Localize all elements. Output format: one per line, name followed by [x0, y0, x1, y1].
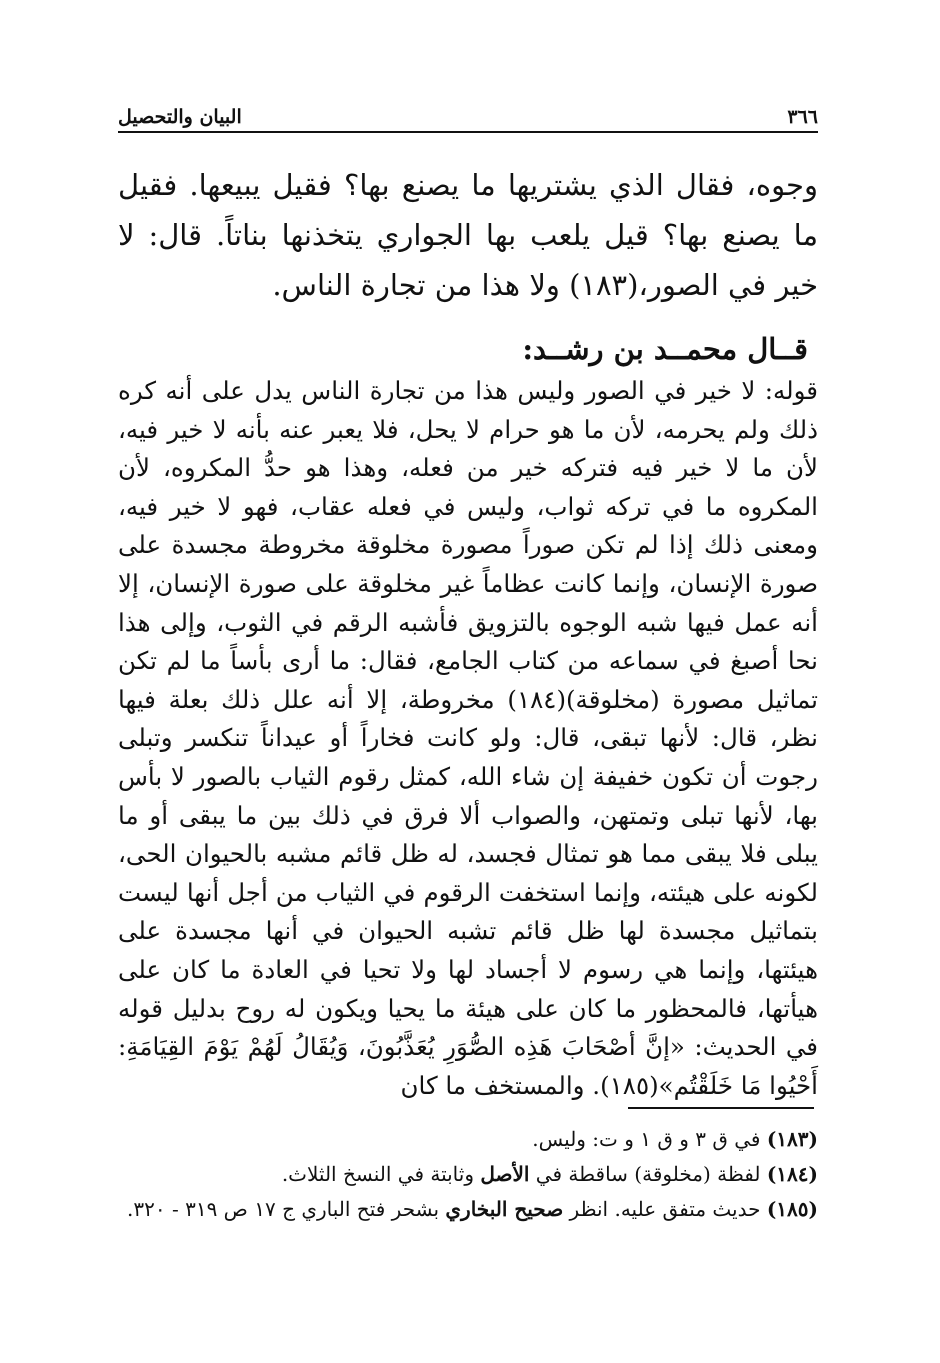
main-text-paragraph: وجوه، فقال الذي يشتريها ما يصنع بها؟ فقيل يبيعها. فقيل ما يصنع بها؟ قيل يلعب بها الجواري يتخذنها بناتاً. قال: لا خير في الصور،(١٨٣) ولا هذا من تجارة الناس. — [118, 168, 818, 302]
footnote-bold-text: الأصل — [480, 1162, 530, 1186]
footnote-text: حديث متفق عليه. انظر — [563, 1197, 761, 1221]
book-title: البيان والتحصيل — [118, 106, 242, 128]
footnote-number: (١٨٥) — [766, 1197, 818, 1221]
footnote-text: بشحر فتح الباري ج ١٧ ص ٣١٩ - ٣٢٠. — [127, 1197, 446, 1221]
footnote-183 — [118, 1122, 818, 1157]
footnote-text: في ق ٣ و ق ١ و ت: وليس. — [532, 1127, 761, 1151]
commentary-paragraph: قوله: لا خير في الصور وليس هذا من تجارة الناس يدل على أنه كره ذلك ولم يحرمه، لأن ما هو حرام لا يحل، فلا يعبر عنه بأنه لا خير فيه، لأن ما لا خير فيه فتركه خير من فعله، وهذا هو حدُّ المكروه، لأن المكروه ما في تركه ثواب، وليس في فعله عقاب، فهو لا خير فيه، ومعنى ذلك إذا لم تكن صوراً مصورة مخلوقة مخروطة مجسدة على صورة الإنسان، وإنما كانت عظاماً غير مخلوقة على صورة الإنسان، إلا أنه عمل فيها شبه الوجوه بالتزويق فأشبه الرقم في الثوب، وإلى هذا نحا أصبغ في سماعه من كتاب الجامع، فقال: ما أرى بأساً ما لم تكن تماثيل مصورة (مخلوقة)(١٨٤) مخروطة، إلا أنه علل ذلك بعلة فيها نظر، قال: لأنها تبقى، قال: ولو كانت فخاراً أو عيداناً تنكسر وتبلى رجوت أن تكون خفيفة إن شاء الله، كمثل رقوم الثياب بالصور لا بأس بها، لأنها تبلى وتمتهن، والصواب ألا فرق في ذلك بين ما يبقى أو ما يبلى فلا يبقى مما هو تمثال فجسد، له ظل قائم مشبه بالحيوان الحى، لكونه على هيئته، وإنما استخفت الرقوم في الثياب من أجل أنها ليست بتماثيل مجسدة لها ظل قائم تشبه الحيوان في أنها مجسدة على هيئتها، وإنما هي رسوم لا أجساد لها ولا تحيا في العادة ما كان على هيأتها، فالمحظور ما كان على هيئة ما يحيا ويكون له روح بدليل قوله في الحديث: «إنَّ أصْحَابَ هَذِه الصُّوَرِ يُعَذَّبُونَ، وَيُقَالُ لَهُمْ يَوْمَ القِيَامَةِ: أَحْيُوا مَا خَلَقْتُم»(١٨٥). والمستخف ما كان — [118, 376, 818, 1100]
section-heading: قــال محمــد بن رشــد: — [522, 332, 808, 366]
footnote-bold-text: صحيح البخاري — [445, 1197, 564, 1221]
footnote-185 — [118, 1192, 818, 1227]
header-rule — [118, 131, 818, 133]
footnote-number: (١٨٤) — [766, 1162, 818, 1186]
footnote-text: لفظة (مخلوقة) ساقطة في — [529, 1162, 761, 1186]
footnotes — [118, 1122, 818, 1227]
footnote-text: وثابتة في النسخ الثلاث. — [281, 1162, 481, 1186]
footnote-number: (١٨٣) — [766, 1127, 818, 1151]
page-number: ٣٦٦ — [787, 106, 818, 128]
footnote-184 — [118, 1157, 818, 1192]
running-head — [118, 98, 818, 128]
footnote-rule — [628, 1107, 814, 1109]
